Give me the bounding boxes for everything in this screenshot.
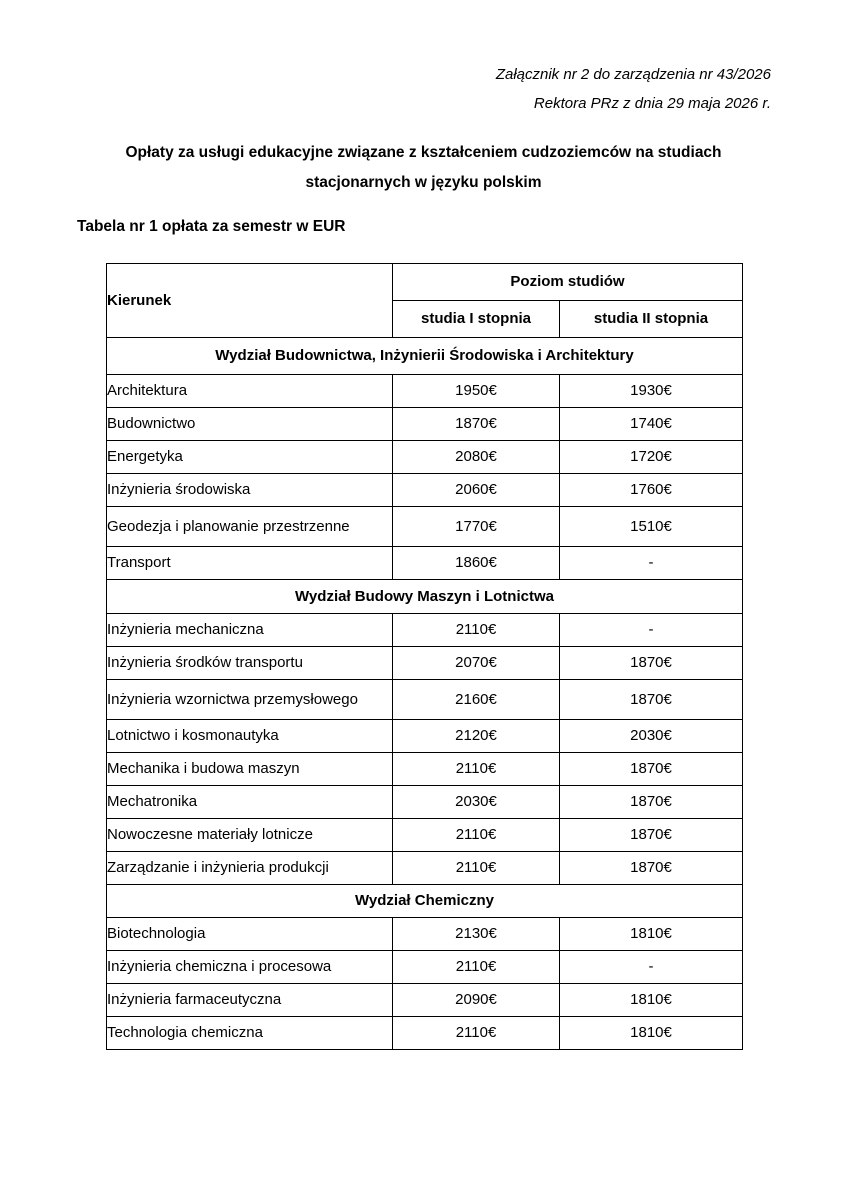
fee-first-degree: 2110€ bbox=[393, 1017, 560, 1050]
fee-second-degree: 1870€ bbox=[560, 852, 743, 885]
program-name: Inżynieria farmaceutyczna bbox=[107, 984, 393, 1017]
fee-second-degree: 1810€ bbox=[560, 1017, 743, 1050]
table-row bbox=[107, 1017, 743, 1050]
fee-second-degree: 1870€ bbox=[560, 753, 743, 786]
fee-second-degree: - bbox=[560, 547, 743, 580]
fee-first-degree: 1860€ bbox=[393, 547, 560, 580]
table-row bbox=[107, 720, 743, 753]
program-name: Mechatronika bbox=[107, 786, 393, 819]
program-name: Inżynieria mechaniczna bbox=[107, 614, 393, 647]
table-row bbox=[107, 647, 743, 680]
fee-first-degree: 2130€ bbox=[393, 918, 560, 951]
program-name: Technologia chemiczna bbox=[107, 1017, 393, 1050]
document-title-line-1: Opłaty za usługi edukacyjne związane z kształceniem cudzoziemców na studiach bbox=[125, 144, 722, 161]
fee-first-degree: 2110€ bbox=[393, 753, 560, 786]
faculty-name: Wydział Chemiczny bbox=[107, 885, 743, 918]
table-caption: Tabela nr 1 opłata za semestr w EUR bbox=[77, 218, 346, 235]
table-row bbox=[107, 819, 743, 852]
fee-second-degree: 1870€ bbox=[560, 680, 743, 720]
fee-second-degree: 2030€ bbox=[560, 720, 743, 753]
fee-first-degree: 2060€ bbox=[393, 474, 560, 507]
fee-first-degree: 1950€ bbox=[393, 375, 560, 408]
program-name: Geodezja i planowanie przestrzenne bbox=[107, 507, 393, 547]
table-row bbox=[107, 614, 743, 647]
fee-first-degree: 2160€ bbox=[393, 680, 560, 720]
faculty-name: Wydział Budowy Maszyn i Lotnictwa bbox=[107, 580, 743, 614]
document-title-line-2: stacjonarnych w języku polskim bbox=[305, 174, 542, 191]
fee-second-degree: 1870€ bbox=[560, 819, 743, 852]
fee-second-degree: 1870€ bbox=[560, 647, 743, 680]
annex-reference: Załącznik nr 2 do zarządzenia nr 43/2026 bbox=[495, 66, 771, 83]
program-name: Architektura bbox=[107, 375, 393, 408]
program-name: Inżynieria chemiczna i procesowa bbox=[107, 951, 393, 984]
table-row bbox=[107, 951, 743, 984]
program-name: Biotechnologia bbox=[107, 918, 393, 951]
program-name: Inżynieria środowiska bbox=[107, 474, 393, 507]
table-row bbox=[107, 984, 743, 1017]
program-name: Inżynieria środków transportu bbox=[107, 647, 393, 680]
fee-second-degree: 1870€ bbox=[560, 786, 743, 819]
table-row bbox=[107, 408, 743, 441]
fee-second-degree: 1720€ bbox=[560, 441, 743, 474]
program-name: Energetyka bbox=[107, 441, 393, 474]
table-row bbox=[107, 852, 743, 885]
fee-first-degree: 2070€ bbox=[393, 647, 560, 680]
program-name: Transport bbox=[107, 547, 393, 580]
header-poziom-studiow: Poziom studiów bbox=[393, 264, 743, 301]
table-row bbox=[107, 474, 743, 507]
table-row bbox=[107, 753, 743, 786]
fee-first-degree: 2030€ bbox=[393, 786, 560, 819]
header-first-degree: studia I stopnia bbox=[393, 301, 560, 338]
program-name: Inżynieria wzornictwa przemysłowego bbox=[107, 680, 393, 720]
fee-second-degree: 1740€ bbox=[560, 408, 743, 441]
table-row bbox=[107, 918, 743, 951]
fee-second-degree: 1810€ bbox=[560, 984, 743, 1017]
faculty-row bbox=[107, 338, 743, 375]
annex-rector-date: Rektora PRz z dnia 29 maja 2026 r. bbox=[533, 95, 771, 112]
table-row bbox=[107, 680, 743, 720]
program-name: Lotnictwo i kosmonautyka bbox=[107, 720, 393, 753]
fee-second-degree: - bbox=[560, 614, 743, 647]
program-name: Zarządzanie i inżynieria produkcji bbox=[107, 852, 393, 885]
fee-first-degree: 2090€ bbox=[393, 984, 560, 1017]
table-row bbox=[107, 441, 743, 474]
header-second-degree: studia II stopnia bbox=[560, 301, 743, 338]
fee-first-degree: 1870€ bbox=[393, 408, 560, 441]
fee-second-degree: 1810€ bbox=[560, 918, 743, 951]
table-row bbox=[107, 547, 743, 580]
fee-first-degree: 2110€ bbox=[393, 852, 560, 885]
fee-second-degree: 1510€ bbox=[560, 507, 743, 547]
fees-table bbox=[106, 263, 743, 1050]
table-header-row bbox=[107, 264, 743, 301]
fee-first-degree: 1770€ bbox=[393, 507, 560, 547]
faculty-row bbox=[107, 580, 743, 614]
program-name: Budownictwo bbox=[107, 408, 393, 441]
fee-first-degree: 2110€ bbox=[393, 951, 560, 984]
fee-first-degree: 2110€ bbox=[393, 819, 560, 852]
faculty-row bbox=[107, 885, 743, 918]
fee-first-degree: 2080€ bbox=[393, 441, 560, 474]
document-title bbox=[60, 138, 787, 198]
table-row bbox=[107, 375, 743, 408]
fee-first-degree: 2120€ bbox=[393, 720, 560, 753]
header-kierunek: Kierunek bbox=[107, 264, 393, 338]
fee-second-degree: 1760€ bbox=[560, 474, 743, 507]
program-name: Mechanika i budowa maszyn bbox=[107, 753, 393, 786]
fee-first-degree: 2110€ bbox=[393, 614, 560, 647]
faculty-name: Wydział Budownictwa, Inżynierii Środowiska i Architektury bbox=[107, 338, 743, 375]
program-name: Nowoczesne materiały lotnicze bbox=[107, 819, 393, 852]
fee-second-degree: - bbox=[560, 951, 743, 984]
fee-second-degree: 1930€ bbox=[560, 375, 743, 408]
table-row bbox=[107, 786, 743, 819]
table-row bbox=[107, 507, 743, 547]
